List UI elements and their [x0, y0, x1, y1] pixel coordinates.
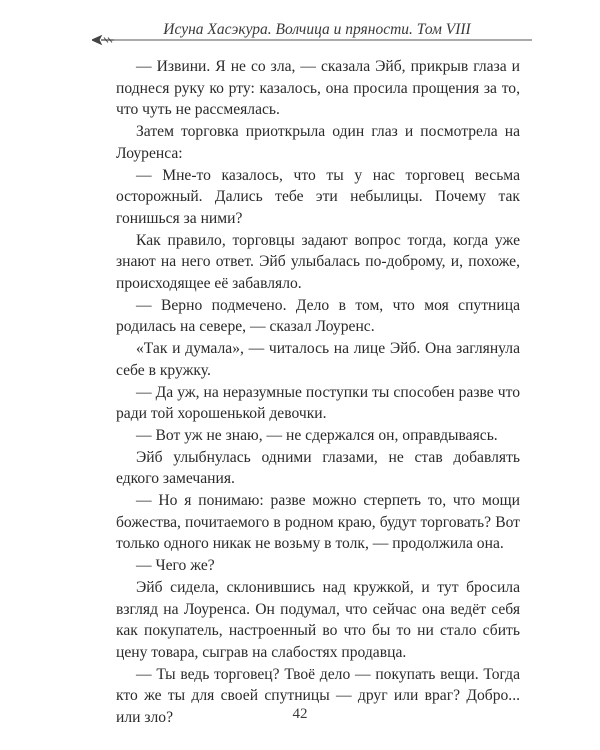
paragraph: — Мне-то казалось, что ты у нас торговец весьма осторожный. Дались тебе эти небылицы. Почему так гонишься за ними?: [116, 166, 520, 227]
body-text: [116, 56, 520, 729]
paragraph: — Чего же?: [136, 557, 215, 575]
page-number: 42: [292, 706, 308, 722]
arrow-ornament-icon: [92, 36, 114, 44]
paragraph: Как правило, торговцы задают вопрос тогда, когда уже знают на него ответ. Эйб улыбалась по-доброму, и, похоже, происходящее её забавляло.: [116, 231, 520, 293]
paragraph: «Так и думала», — читалось на лице Эйб. Она заглянула себе в кружку.: [116, 340, 520, 379]
header-rule: [92, 34, 532, 46]
paragraph: — Да уж, на неразумные поступки ты способен разве что ради той хорошенькой девочки.: [116, 383, 520, 423]
paragraph: — Ты ведь торговец? Твоё дело — покупать вещи. Тогда кто же ты для своей спутницы — друг или враг? Добро... или зло?: [116, 665, 520, 727]
paragraph: — Но я понимаю: разве можно стерпеть то, что мощи божества, почитаемого в родном краю, будут торговать? Вот только одного никак не возьму в толк, — продолжила она.: [116, 492, 520, 553]
paragraph: — Извини. Я не со зла, — сказала Эйб, прикрыв глаза и поднеся руку ко рту: казалось, она просила прощения за то, что чуть не рассмеялась.: [116, 58, 520, 119]
paragraph: — Вот уж не знаю, — не сдержался он, оправдываясь.: [136, 426, 498, 444]
paragraph: Затем торговка приоткрыла один глаз и посмотрела на Лоуренса:: [116, 123, 520, 162]
paragraph: — Верно подмечено. Дело в том, что моя спутница родилась на севере, — сказал Лоуренс.: [116, 296, 520, 336]
running-header: Исуна Хасэкура. Волчица и пряности. Том VIII: [163, 21, 471, 38]
paragraph: Эйб сидела, склонившись над кружкой, и тут бросила взгляд на Лоуренса. Он подумал, что сейчас она ведёт себя как покупатель, настроенный во что бы то ни стало сбить цену товара, сыграв на слабостях продавца.: [116, 578, 520, 661]
paragraph: Эйб улыбнулась одними глазами, не став добавлять едкого замечания.: [116, 448, 520, 488]
